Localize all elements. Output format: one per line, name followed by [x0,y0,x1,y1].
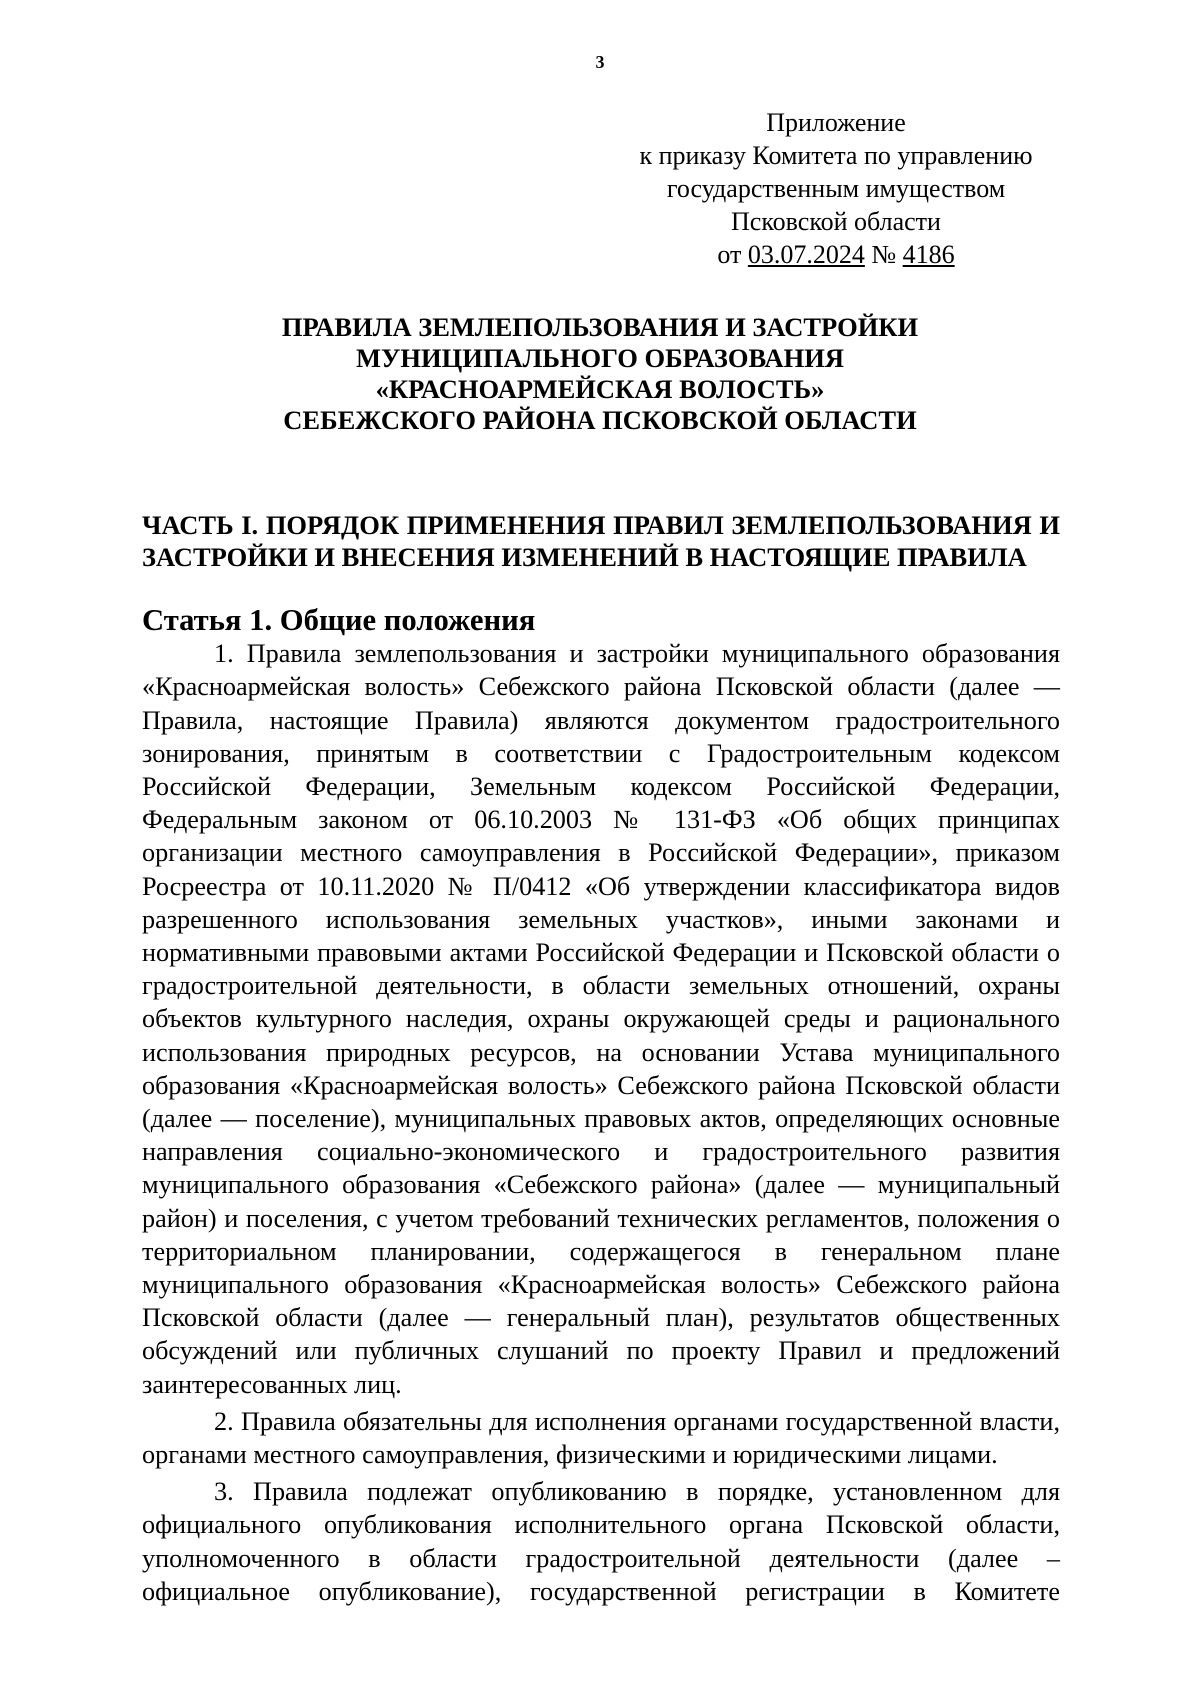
paragraph: 1. Правила землепользования и застройки муниципального образования «Красноармейская волость» Себежского района Псковской области (далее — Правила, настоящие Правила) являются документом градостроительного зонирования, принятым в соответствии с Градостроительным кодексом Российской Федерации, Земельным кодексом Российской Федерации, Федеральным законом от 06.10.2003 № 131-ФЗ «Об общих принципах организации местного самоуправления в Российской Федерации», приказом Росреестра от 10.11.2020 № П/0412 «Об утверждении классификатора видов разрешенного использования земельных участков», иными законами и нормативными правовыми актами Российской Федерации и Псковской области о градостроительной деятельности, в области земельных отношений, охраны объектов культурного наследия, охраны окружающей среды и рационального использования природных ресурсов, на основании Устава муниципального образования «Красноармейская волость» Себежского района Псковской области (далее — поселение), муниципальных правовых актов, определяющих основные направления социально-экономического и градостроительного развития муниципального образования «Себежского района» (далее — муниципальный район) и поселения, с учетом требований технических регламентов, положения о территориальном планировании, содержащегося в генеральном плане муниципального образования «Красноармейская волость» Себежского района Псковской области (далее — генеральный план), результатов общественных обсуждений или публичных слушаний по проекту Правил и предложений заинтересованных лиц. [142,639,1060,1399]
appendix-line: государственным имуществом [666,174,1006,203]
date-prefix: от [717,240,742,269]
appendix-line: Псковской области [731,207,941,236]
appendix-line: Приложение [766,108,906,137]
title-line: ПРАВИЛА ЗЕМЛЕПОЛЬЗОВАНИЯ И ЗАСТРОЙКИ [281,312,919,342]
article-heading: Статья 1. Общие положения [142,603,536,637]
order-date: 03.07.2024 [747,240,865,269]
paragraph: 3. Правила подлежат опубликованию в порядке, установленном для официального опубликования исполнительного органа Псковской области, уполномоченного в области градостроительной деятельности (далее – официальное опубликование), государственной регистрации в Комитете [142,1477,1060,1606]
page-number: 3 [595,52,605,72]
appendix-line: к приказу Комитета по управлению [639,141,1033,170]
appendix-date-line [596,238,1076,271]
appendix-block [596,106,1076,271]
order-number: 4186 [902,240,955,269]
document-title [150,312,1050,436]
part-heading: ЧАСТЬ I. ПОРЯДОК ПРИМЕНЕНИЯ ПРАВИЛ ЗЕМЛЕПОЛЬЗОВАНИЯ И ЗАСТРОЙКИ И ВНЕСЕНИЯ ИЗМЕНЕНИЙ В НАСТОЯЩИЕ ПРАВИЛА [142,510,1060,572]
title-line: МУНИЦИПАЛЬНОГО ОБРАЗОВАНИЯ [355,343,845,373]
title-line: «КРАСНОАРМЕЙСКАЯ ВОЛОСТЬ» [375,374,825,404]
article-content [142,604,1060,1608]
number-prefix: № [871,240,897,269]
paragraph: 2. Правила обязательны для исполнения органами государственной власти, органами местного самоуправления, физическими и юридическими лицами. [142,1406,1060,1470]
title-line: СЕБЕЖСКОГО РАЙОНА ПСКОВСКОЙ ОБЛАСТИ [283,405,917,435]
